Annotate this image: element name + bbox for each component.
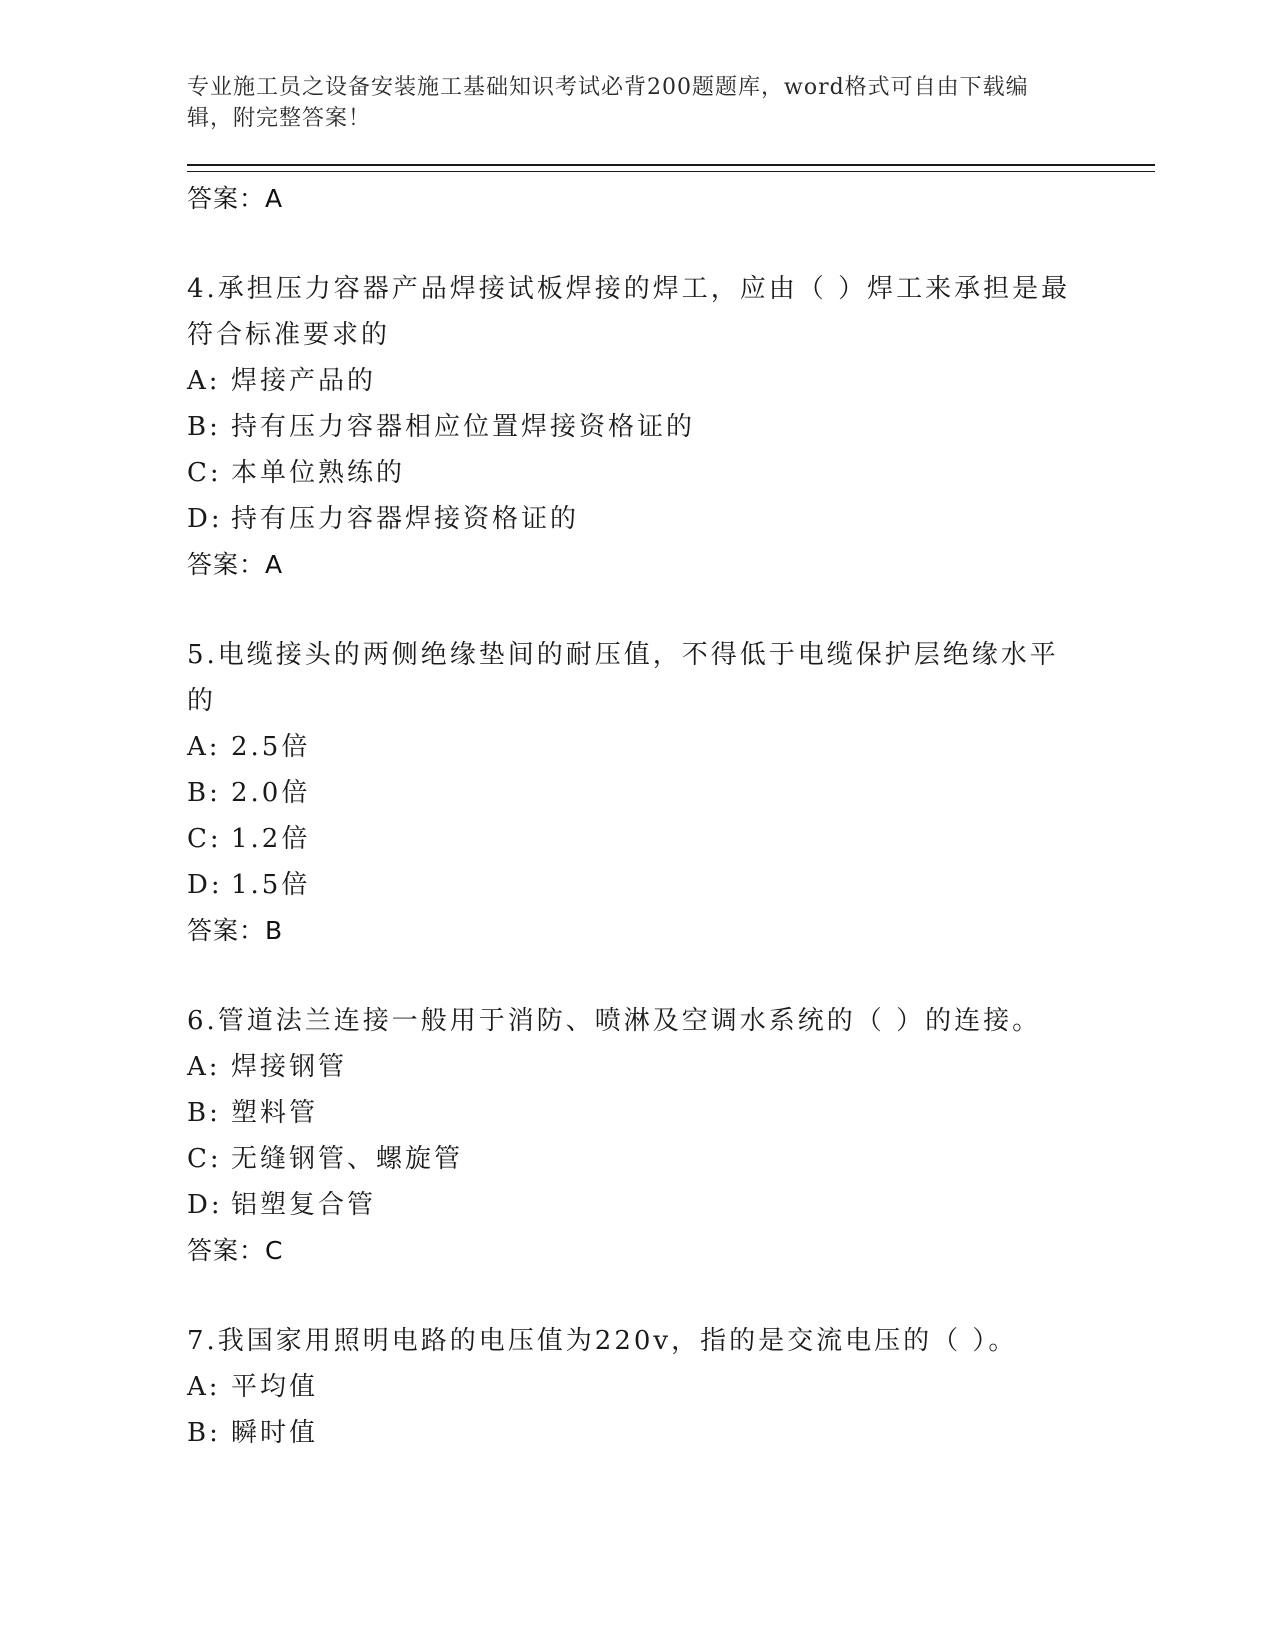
option-key: A: [187,366,221,396]
option-text: 铝塑复合管 [231,1190,377,1220]
question-stem: 4.承担压力容器产品焊接试板焊接的焊工，应由（ ）焊工来承担是最符合标准要求的 [187,274,1071,350]
question-stem: 5.电缆接头的两侧绝缘垫间的耐压值，不得低于电缆保护层绝缘水平的 [187,640,1059,716]
option-b [187,1410,1147,1456]
document-header: 专业施工员之设备安装施工基础知识考试必背200题题库，word格式可自由下载编辑，附完整答案！ [187,75,1029,131]
option-b [187,404,1147,450]
option-key: A: [187,732,221,762]
option-text: 瞬时值 [231,1418,319,1448]
option-text: 2.0倍 [231,778,311,808]
option-text: 焊接产品的 [231,366,377,396]
option-text: 无缝钢管、螺旋管 [231,1144,464,1174]
option-text: 塑料管 [231,1098,319,1128]
document-page [187,72,1147,1456]
question-stem: 6.管道法兰连接一般用于消防、喷淋及空调水系统的（ ）的连接。 [187,1006,1042,1036]
answer-line: 答案：C [187,1236,284,1265]
option-a [187,724,1147,770]
option-b [187,1090,1147,1136]
option-text: 持有压力容器焊接资格证的 [231,504,580,534]
option-text: 焊接钢管 [231,1052,348,1082]
option-c [187,450,1147,496]
option-a [187,1044,1147,1090]
option-text: 1.2倍 [231,824,311,854]
option-c [187,816,1147,862]
option-key: D: [187,504,223,534]
option-a [187,1364,1147,1410]
option-key: B: [187,412,221,442]
option-key: B: [187,778,221,808]
option-key: D: [187,1190,223,1220]
option-key: C: [187,824,222,854]
answer-line: 答案：B [187,916,284,945]
option-key: B: [187,1418,221,1448]
question-block [187,632,1147,954]
option-c [187,1136,1147,1182]
option-text: 持有压力容器相应位置焊接资格证的 [231,412,696,442]
option-key: D: [187,870,223,900]
option-text: 2.5倍 [231,732,311,762]
option-text: 平均值 [231,1372,319,1402]
question-block [187,266,1147,588]
option-d [187,1182,1147,1228]
header-divider [187,164,1155,172]
question-block [187,998,1147,1274]
answer-line: 答案：A [187,184,284,213]
answer-line: 答案：A [187,550,284,579]
question-block [187,1318,1147,1456]
option-text: 本单位熟练的 [231,458,406,488]
question-stem: 7.我国家用照明电路的电压值为220v，指的是交流电压的（ ）。 [187,1326,1018,1356]
option-key: C: [187,458,222,488]
option-key: A: [187,1052,221,1082]
option-key: B: [187,1098,221,1128]
option-d [187,862,1147,908]
option-a [187,358,1147,404]
option-d [187,496,1147,542]
option-key: C: [187,1144,222,1174]
option-b [187,770,1147,816]
option-key: A: [187,1372,221,1402]
option-text: 1.5倍 [231,870,311,900]
